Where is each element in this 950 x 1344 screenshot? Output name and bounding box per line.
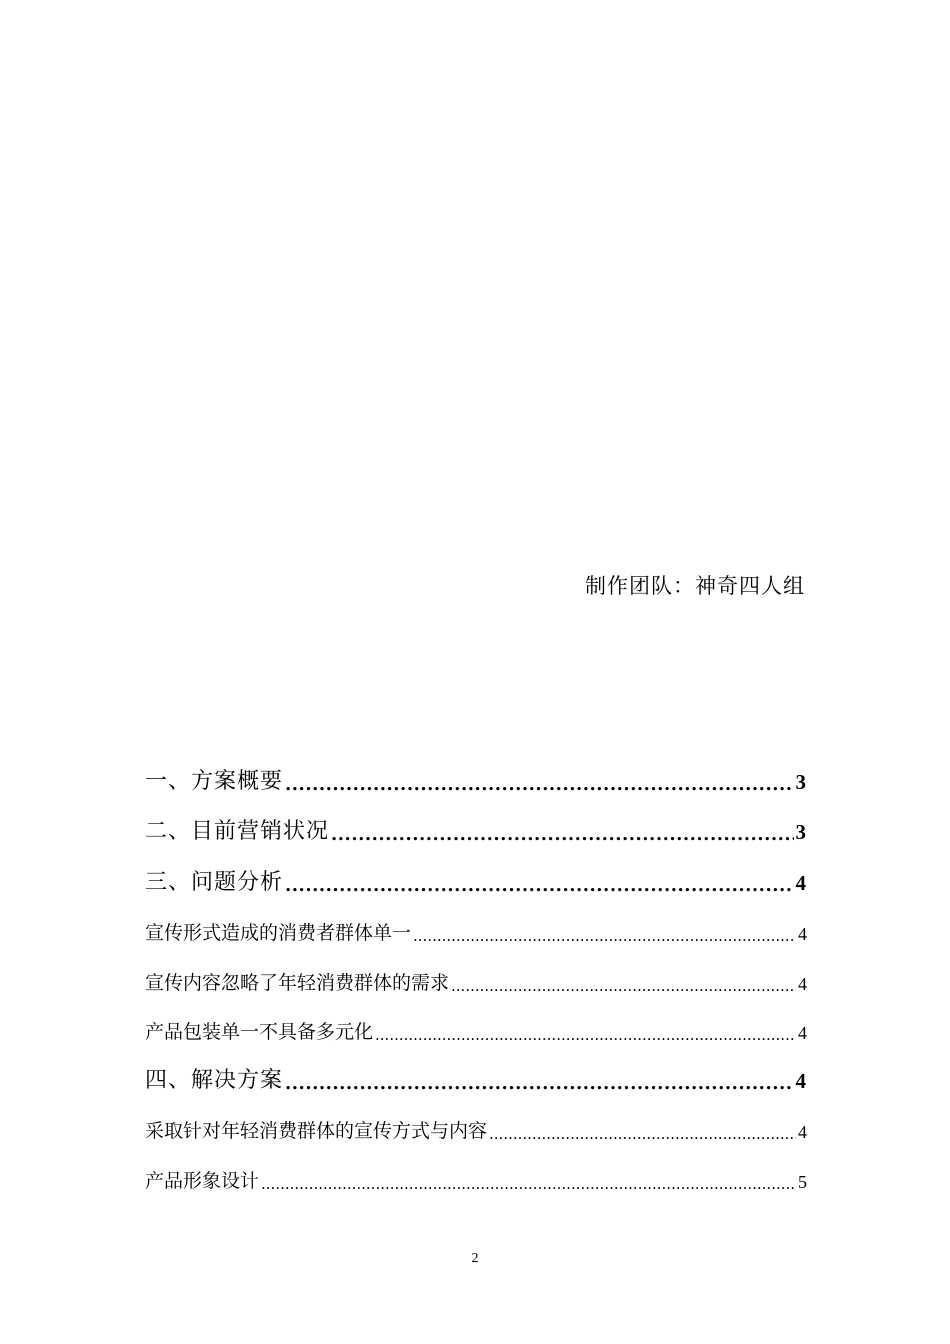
toc-entry[interactable]: [145, 1116, 807, 1143]
toc-entry-title: 三、问题分析: [145, 870, 284, 895]
toc-entry-page: 4: [798, 1122, 807, 1142]
toc-entry-page: 4: [798, 1023, 807, 1043]
toc-entry-title: 宣传内容忽略了年轻消费群体的需求: [145, 972, 450, 994]
toc-entry-title: 二、目前营销状况: [145, 819, 330, 844]
toc-entry-title: 四、解决方案: [145, 1068, 284, 1093]
toc-dot-leader: [285, 1072, 793, 1094]
toc-entry-page: 3: [795, 820, 807, 844]
toc-entry-page: 3: [795, 770, 807, 794]
toc-entry[interactable]: [145, 968, 807, 995]
toc-entry-title: 宣传形式造成的消费者群体单一: [145, 922, 412, 944]
toc-dot-leader: [285, 773, 793, 795]
toc-dot-leader: [489, 1124, 796, 1143]
toc-entry-title: 产品形象设计: [145, 1170, 260, 1192]
toc-entry-page: 5: [798, 1172, 807, 1192]
toc-entry-page: 4: [798, 974, 807, 994]
toc-dot-leader: [331, 823, 793, 845]
toc-entry-page: 4: [798, 924, 807, 944]
toc-entry-title: 产品包装单一不具备多元化: [145, 1021, 374, 1043]
toc-entry[interactable]: [145, 764, 807, 795]
team-credit: 制作团队：神奇四人组: [585, 574, 805, 598]
toc-dot-leader: [375, 1025, 796, 1044]
toc-dot-leader: [413, 926, 796, 945]
toc-entry[interactable]: [145, 814, 807, 845]
page-number: 2: [471, 1251, 479, 1266]
toc-entry-page: 4: [795, 871, 807, 895]
toc-entry[interactable]: [145, 1017, 807, 1044]
toc-entry[interactable]: [145, 1166, 807, 1193]
toc-entry[interactable]: [145, 918, 807, 945]
toc-dot-leader: [285, 874, 793, 896]
toc-entry[interactable]: [145, 865, 807, 896]
toc-entry-title: 一、方案概要: [145, 769, 284, 794]
toc-entry-title: 采取针对年轻消费群体的宣传方式与内容: [145, 1120, 488, 1142]
toc-dot-leader: [451, 976, 796, 995]
toc-entry[interactable]: [145, 1063, 807, 1094]
toc-entry-page: 4: [795, 1069, 807, 1093]
toc-dot-leader: [261, 1174, 796, 1193]
